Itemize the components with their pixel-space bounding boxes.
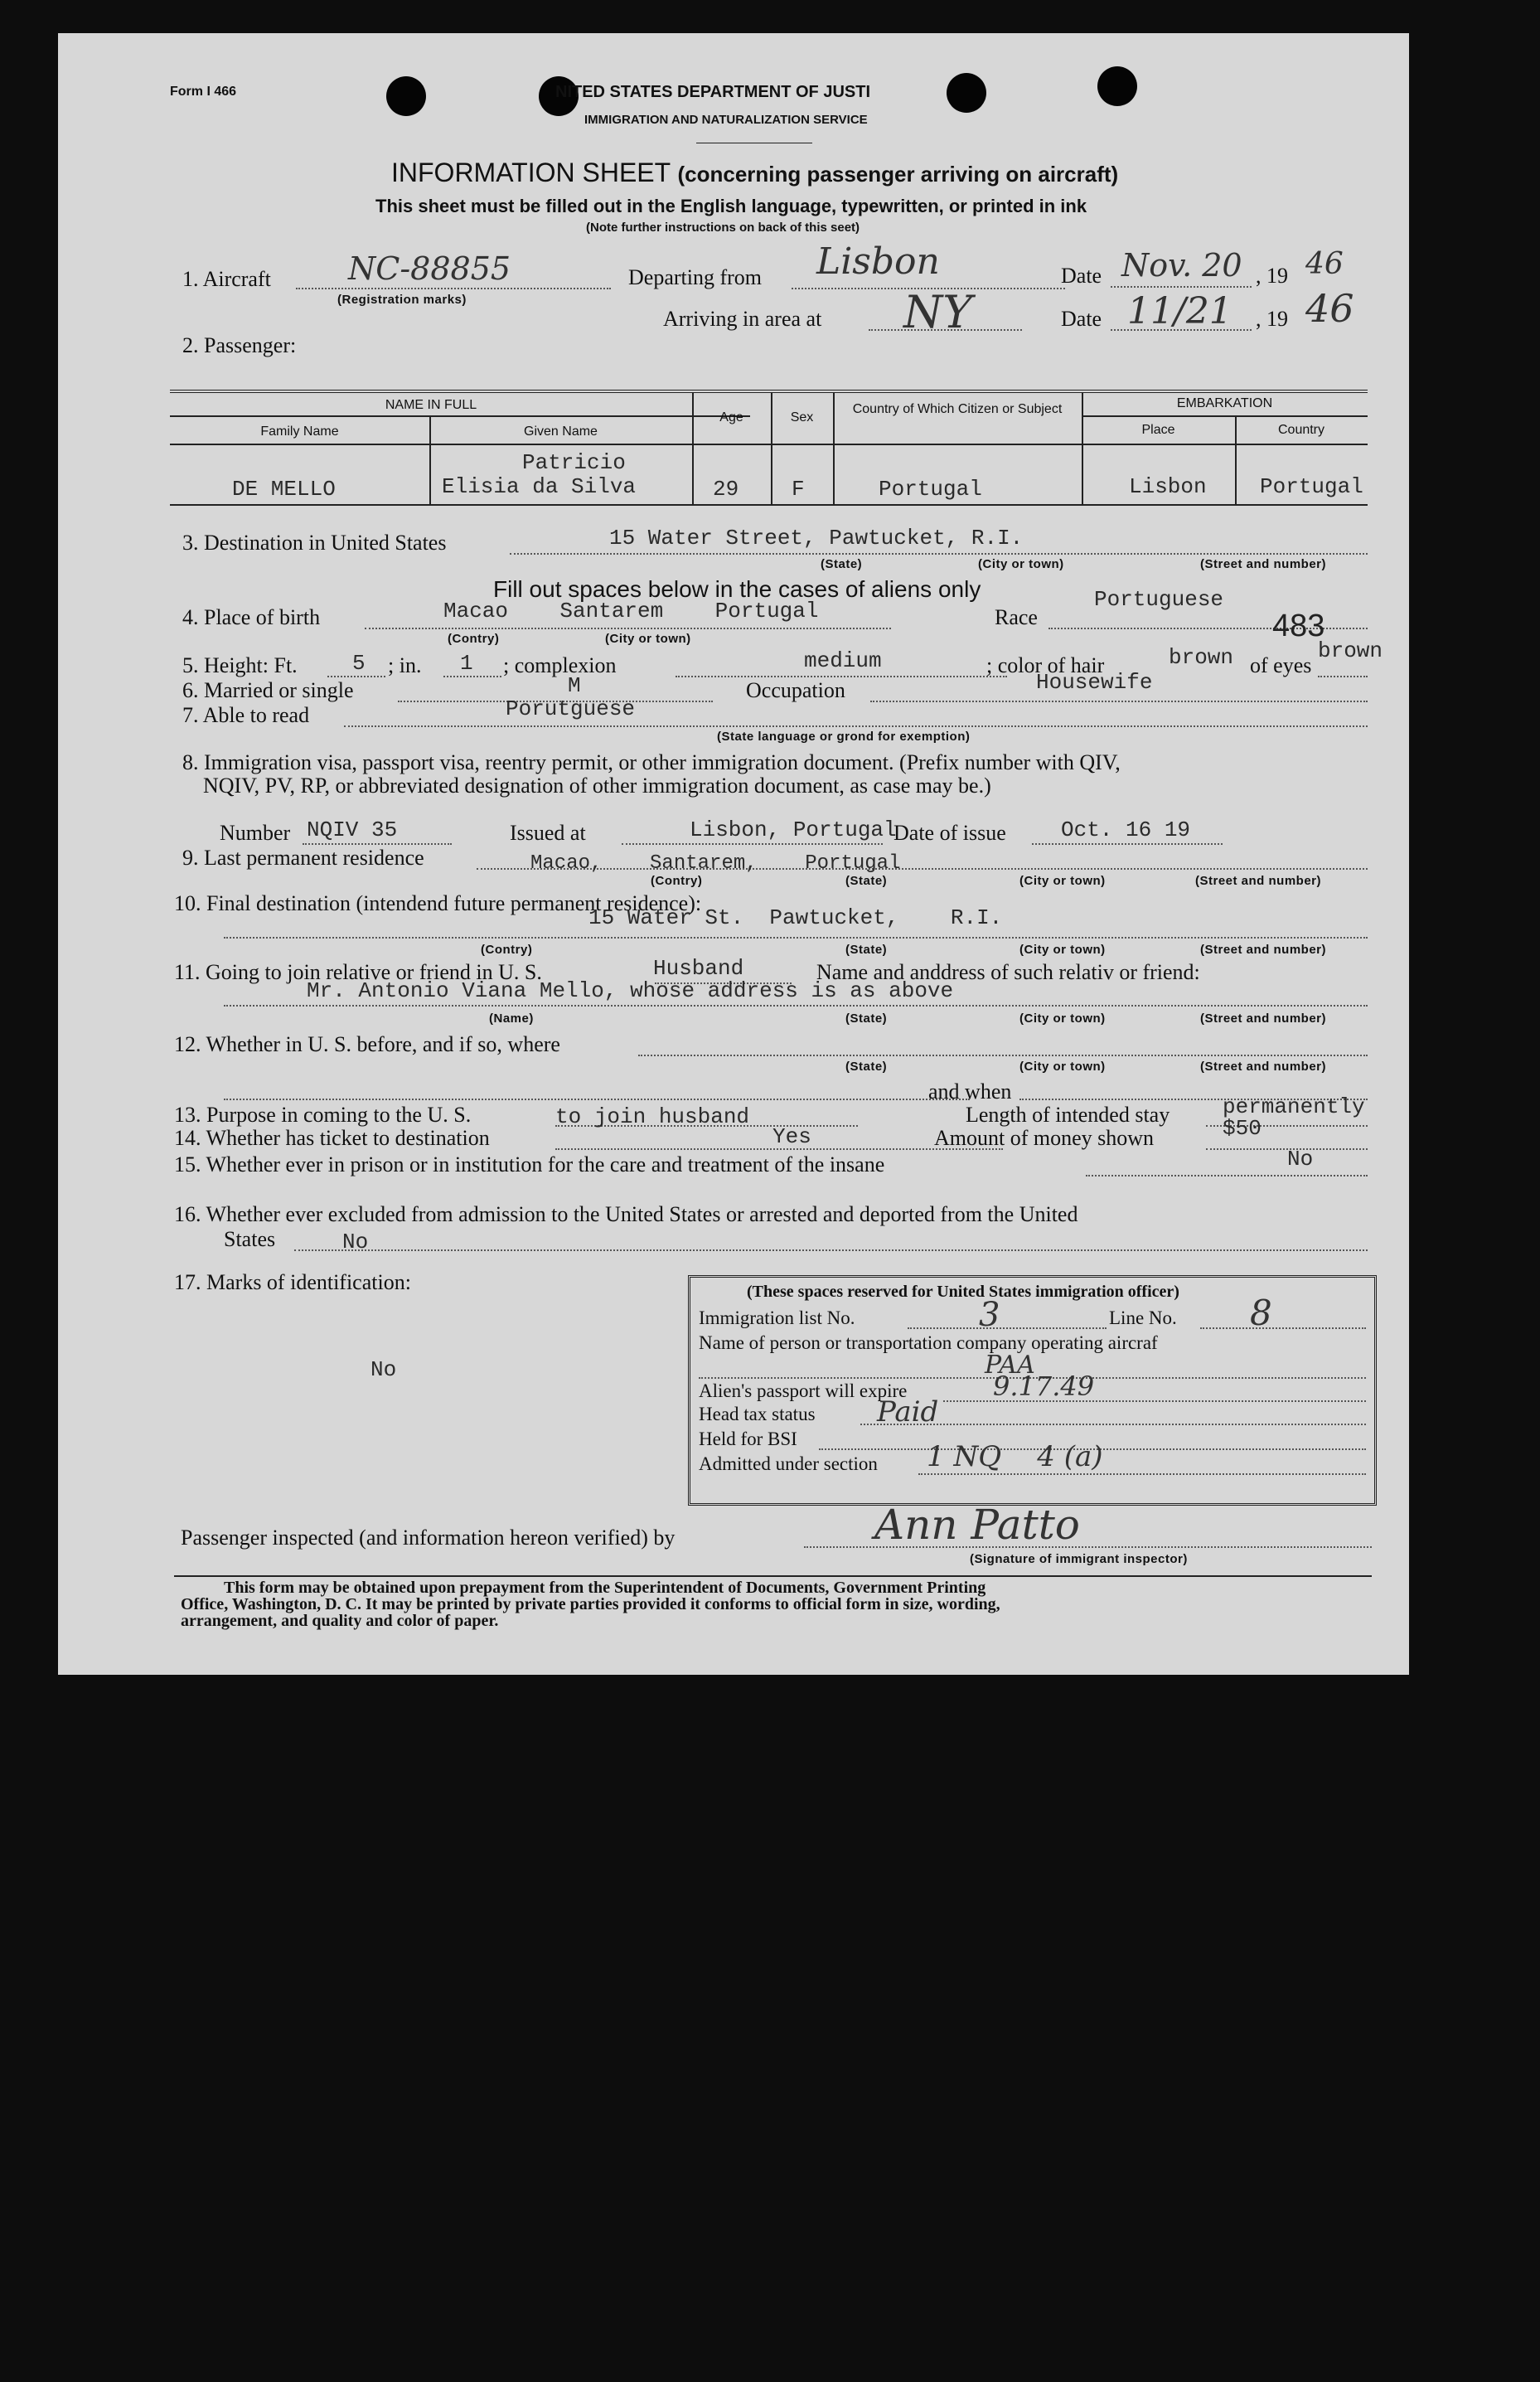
issued-at-label: Issued at bbox=[510, 821, 586, 845]
age-header: Age bbox=[719, 410, 743, 424]
read-sub: (State language or grond for exemption) bbox=[717, 730, 971, 744]
date-label: Date bbox=[1061, 264, 1102, 288]
sub-state: (State) bbox=[845, 1060, 888, 1074]
footer-line-1: This form may be obtained upon prepayment from the Superintendent of Documents, Government Printing bbox=[224, 1579, 986, 1597]
sub-city: (City or town) bbox=[605, 632, 691, 646]
height-ft: 5 bbox=[352, 651, 366, 676]
excluded-label-2: States bbox=[224, 1227, 276, 1251]
arriving-value: NY bbox=[903, 286, 972, 338]
aircraft-value: NC-88855 bbox=[348, 250, 511, 287]
instruction: This sheet must be filled out in the English language, typewritten, or printed in ink bbox=[375, 196, 1087, 216]
place-value: Lisbon bbox=[1129, 474, 1207, 499]
destination-label: 3. Destination in United States bbox=[182, 531, 447, 555]
birth-label: 4. Place of birth bbox=[182, 605, 321, 629]
height-in: 1 bbox=[460, 651, 473, 676]
arriving-label: Arriving in area at bbox=[663, 307, 822, 331]
complexion-value: medium bbox=[804, 648, 882, 673]
sub-country: (Contry) bbox=[651, 874, 703, 888]
emb-country-header: Country bbox=[1277, 423, 1325, 437]
departing-value: Lisbon bbox=[816, 240, 940, 283]
visa-label-1: 8. Immigration visa, passport visa, reentry permit, or other immigration document. (Prefix number with QIV, bbox=[182, 750, 1121, 774]
departing-label: Departing from bbox=[628, 265, 763, 289]
residence-value: Macao, Santarem, Portugal bbox=[530, 852, 901, 875]
purpose-value: to join husband bbox=[555, 1104, 750, 1129]
read-value: Porutguese bbox=[506, 696, 636, 721]
department-name: NITED STATES DEPARTMENT OF JUSTI bbox=[555, 83, 871, 101]
prison-value: No bbox=[1287, 1147, 1314, 1172]
issue-date-value: Oct. 16 19 bbox=[1061, 817, 1191, 842]
section-value: 1 NQ 4 (a) bbox=[927, 1440, 1103, 1473]
aircraft-sublabel: (Registration marks) bbox=[337, 293, 467, 307]
money-label: Amount of money shown bbox=[934, 1126, 1155, 1150]
service-name: IMMIGRATION AND NATURALIZATION SERVICE bbox=[584, 113, 868, 127]
form-number: Form I 466 bbox=[170, 85, 237, 99]
occupation-value: Housewife bbox=[1036, 670, 1153, 695]
sub-state: (State) bbox=[845, 943, 888, 957]
join-name-value: Mr. Antonio Viana Mello, whose address is as above bbox=[307, 978, 954, 1003]
race-value: Portuguese bbox=[1094, 587, 1224, 612]
headtax-value: Paid bbox=[877, 1395, 939, 1429]
given-name-line2: Elisia da Silva bbox=[442, 474, 637, 499]
aircraft-label: 1. Aircraft bbox=[182, 267, 271, 291]
before-label: 12. Whether in U. S. before, and if so, where bbox=[174, 1032, 560, 1056]
eyes-label: of eyes bbox=[1250, 653, 1312, 677]
signature-sub: (Signature of immigrant inspector) bbox=[970, 1552, 1188, 1566]
stay-value: permanently bbox=[1223, 1094, 1365, 1119]
name-in-full-header: NAME IN FULL bbox=[385, 398, 477, 412]
hair-value: brown bbox=[1169, 645, 1234, 670]
bsi-label: Held for BSI bbox=[699, 1429, 797, 1449]
sub-state: (State) bbox=[845, 874, 888, 888]
family-name: DE MELLO bbox=[232, 477, 336, 502]
stamp-number: 483 bbox=[1272, 609, 1325, 643]
eyes-value: brown bbox=[1318, 638, 1383, 663]
residence-label: 9. Last permanent residence bbox=[182, 846, 424, 870]
page-title bbox=[391, 158, 1118, 188]
departure-date: Nov. 20 bbox=[1121, 247, 1242, 284]
passenger-label: 2. Passenger: bbox=[182, 333, 297, 357]
marks-value: No bbox=[370, 1357, 397, 1382]
when-label: and when bbox=[928, 1079, 1012, 1104]
marks-label: 17. Marks of identification: bbox=[174, 1270, 411, 1294]
sub-street: (Street and number) bbox=[1200, 557, 1327, 571]
stay-label: Length of intended stay bbox=[966, 1103, 1170, 1127]
sub-street: (Street and number) bbox=[1200, 1012, 1327, 1026]
punch-hole bbox=[947, 73, 986, 113]
passport-expire: 9.17.49 bbox=[993, 1370, 1095, 1402]
final-label: 10. Final destination (intendend future permanent residence): bbox=[174, 891, 702, 915]
emb-country-value: Portugal bbox=[1260, 474, 1363, 499]
family-name-header: Family Name bbox=[260, 424, 339, 439]
aliens-note: Fill out spaces below in the cases of aliens only bbox=[493, 576, 981, 602]
officer-box bbox=[688, 1275, 1377, 1506]
given-name-line1: Patricio bbox=[522, 450, 626, 475]
departure-year: 46 bbox=[1305, 247, 1344, 281]
year-prefix-2: , 19 bbox=[1256, 307, 1288, 331]
ticket-value: Yes bbox=[772, 1124, 811, 1149]
visa-number: NQIV 35 bbox=[307, 817, 398, 842]
sub-name: (Name) bbox=[489, 1012, 534, 1026]
passport-label: Alien's passport will expire bbox=[699, 1380, 908, 1401]
complexion-label: ; complexion bbox=[503, 653, 617, 677]
height-label: 5. Height: Ft. bbox=[182, 653, 298, 677]
sub-city: (City or town) bbox=[978, 557, 1064, 571]
footer-line-2: Office, Washington, D. C. It may be printed by private parties provided it conforms to official form in size, wording, bbox=[181, 1595, 1000, 1613]
sex-header: Sex bbox=[790, 410, 814, 424]
officer-box-title: (These spaces reserved for United States immigration officer) bbox=[747, 1283, 1179, 1301]
birth-value: Macao Santarem Portugal bbox=[443, 599, 819, 623]
punch-hole bbox=[386, 76, 426, 116]
title-paren: (concerning passenger arriving on aircraft) bbox=[677, 162, 1119, 187]
place-header: Place bbox=[1141, 423, 1175, 437]
sub-street: (Street and number) bbox=[1200, 1060, 1327, 1074]
arrival-date: 11/21 bbox=[1127, 290, 1232, 332]
inspector-signature: Ann Patto bbox=[874, 1501, 1080, 1549]
sub-state: (State) bbox=[821, 557, 863, 571]
married-value: M bbox=[568, 673, 581, 698]
list-label: Immigration list No. bbox=[699, 1307, 855, 1328]
footer-line-3: arrangement, and quality and color of paper. bbox=[181, 1612, 499, 1630]
join-name-label: Name and anddress of such relativ or friend: bbox=[816, 960, 1200, 984]
age-value: 29 bbox=[713, 477, 739, 502]
destination-value: 15 Water Street, Pawtucket, R.I. bbox=[609, 526, 1024, 551]
join-relative: Husband bbox=[653, 956, 744, 981]
citizen-header: Country of Which Citizen or Subject bbox=[852, 402, 1063, 416]
issued-at-value: Lisbon, Portugal bbox=[690, 817, 897, 842]
visa-number-label: Number bbox=[220, 821, 291, 845]
purpose-label: 13. Purpose in coming to the U. S. bbox=[174, 1103, 472, 1127]
occupation-label: Occupation bbox=[746, 678, 845, 702]
height-in-label: ; in. bbox=[388, 653, 422, 677]
prison-label: 15. Whether ever in prison or in institution for the care and treatment of the insane bbox=[174, 1152, 885, 1176]
sub-country: (Contry) bbox=[481, 943, 533, 957]
married-label: 6. Married or single bbox=[182, 678, 354, 702]
hair-label: ; color of hair bbox=[986, 653, 1105, 677]
company-value: PAA bbox=[985, 1351, 1035, 1380]
form-sheet bbox=[58, 33, 1409, 1675]
race-label: Race bbox=[995, 605, 1038, 629]
excluded-value: No bbox=[342, 1230, 369, 1254]
arrival-year: 46 bbox=[1305, 286, 1354, 331]
given-name-header: Given Name bbox=[524, 424, 598, 439]
sub-city: (City or town) bbox=[1019, 874, 1106, 888]
embarkation-header: EMBARKATION bbox=[1176, 396, 1273, 410]
money-value: $50 bbox=[1223, 1116, 1262, 1141]
line-number: 8 bbox=[1250, 1293, 1272, 1333]
title-main: INFORMATION SHEET bbox=[391, 158, 671, 187]
sex-value: F bbox=[792, 477, 805, 502]
punch-hole bbox=[1097, 66, 1137, 106]
join-label: 11. Going to join relative or friend in U. S. bbox=[174, 960, 542, 984]
instruction-note: (Note further instructions on back of this seet) bbox=[586, 221, 860, 235]
line-label: Line No. bbox=[1109, 1307, 1177, 1328]
sub-city: (City or town) bbox=[1019, 1060, 1106, 1074]
visa-label-2: NQIV, PV, RP, or abbreviated designation of other immigration document, as case may be.) bbox=[203, 774, 991, 798]
sub-state: (State) bbox=[845, 1012, 888, 1026]
sub-street: (Street and number) bbox=[1200, 943, 1327, 957]
date-label-2: Date bbox=[1061, 307, 1102, 331]
excluded-label-1: 16. Whether ever excluded from admission to the United States or arrested and deported from the United bbox=[174, 1202, 1078, 1226]
list-number: 3 bbox=[979, 1296, 1000, 1334]
company-label: Name of person or transportation company operating aircraf bbox=[699, 1332, 1158, 1353]
issue-date-label: Date of issue bbox=[893, 821, 1006, 845]
read-label: 7. Able to read bbox=[182, 703, 310, 727]
final-value: 15 Water St. Pawtucket, R.I. bbox=[588, 905, 1003, 930]
year-prefix: , 19 bbox=[1256, 264, 1288, 288]
ticket-label: 14. Whether has ticket to destination bbox=[174, 1126, 490, 1150]
sub-city: (City or town) bbox=[1019, 1012, 1106, 1026]
sub-street: (Street and number) bbox=[1195, 874, 1322, 888]
sub-country: (Contry) bbox=[448, 632, 500, 646]
inspection-label: Passenger inspected (and information hereon verified) by bbox=[181, 1526, 676, 1550]
sub-city: (City or town) bbox=[1019, 943, 1106, 957]
section-label: Admitted under section bbox=[699, 1453, 878, 1474]
citizen-value: Portugal bbox=[879, 477, 982, 502]
headtax-label: Head tax status bbox=[699, 1404, 816, 1424]
